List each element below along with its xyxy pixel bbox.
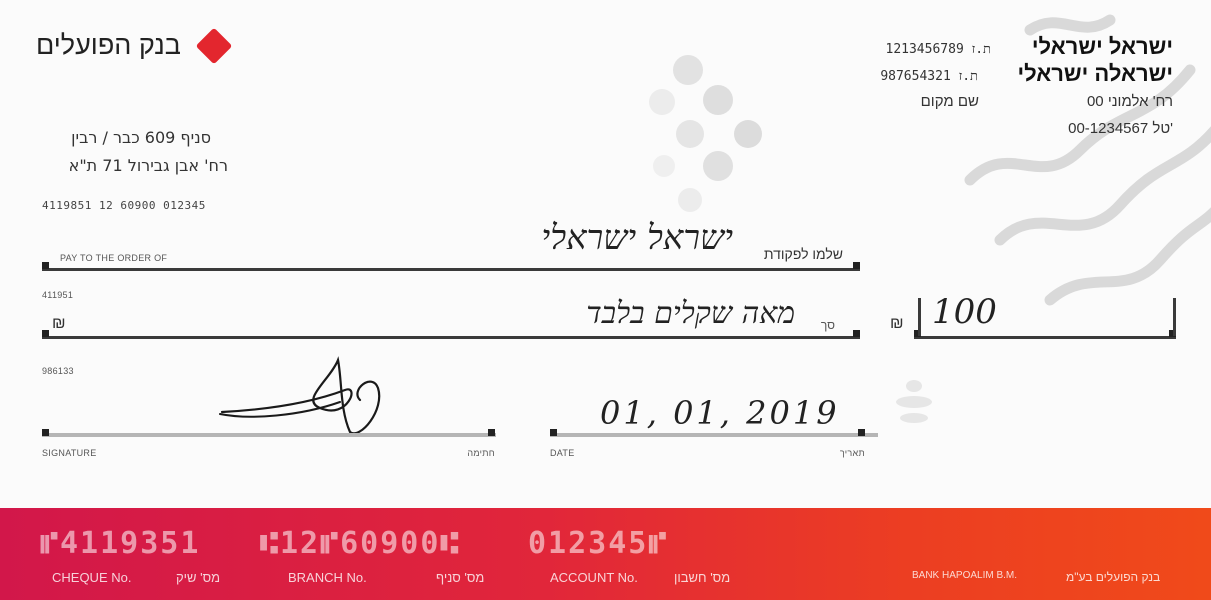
micr-branch-number: ⑆12⑈60900⑆ [260, 526, 461, 561]
amount-number-tick-right [1173, 298, 1176, 336]
owner-id-2 [880, 68, 978, 84]
owner-id-2-value: 987654321 [880, 69, 951, 84]
payee-line-dot-left [42, 262, 49, 269]
branch-label-en: BRANCH No. [288, 570, 367, 585]
branch-label-he: מס' סניף [436, 570, 485, 585]
cheque-label-en: CHEQUE No. [52, 570, 132, 585]
date-label-he: תאריך [839, 448, 865, 458]
date-line [550, 433, 878, 437]
owner-city: שם מקום [920, 93, 979, 110]
amount-words-dot-left [42, 330, 49, 337]
date-dot-right [858, 429, 865, 436]
owner-id-1-label: ת.ז [971, 42, 991, 57]
signature-label-he: חתימה [467, 448, 495, 458]
amount-words-value: מאה שקלים בלבד [586, 296, 795, 331]
footer-band [0, 508, 1211, 600]
payee-line [42, 268, 860, 271]
signature-dot-left [42, 429, 49, 436]
amount-words-label: סך [820, 318, 835, 332]
owner-street: רח' אלמוני 00 [1086, 93, 1173, 110]
payee-line-dot-right [853, 262, 860, 269]
owner-name-2: ישראלה ישראלי [1017, 61, 1173, 86]
date-value: 01, 01, 2019 [600, 394, 840, 432]
owner-name-1: ישראל ישראלי [1031, 34, 1173, 59]
owner-id-1 [886, 41, 992, 57]
owner-phone-value: 00-1234567 [1068, 120, 1149, 137]
amount-ref: 411951 [42, 290, 74, 300]
signature-drawing [210, 350, 410, 440]
bank-name-footer-en: BANK HAPOALIM B.M. [912, 570, 1018, 581]
diamond-logo-icon [196, 27, 233, 64]
micr-cheque-number: ⑈4119351 [40, 526, 201, 561]
bank-logo [36, 30, 227, 61]
decorative-dots [640, 40, 780, 230]
amount-number-line [914, 336, 1176, 339]
account-label-he: מס' חשבון [674, 570, 731, 585]
amount-number-tick [918, 298, 921, 336]
branch-line-2: רח' אבן גבירול 71 ת"א [68, 156, 228, 175]
date-month: 01 [673, 394, 720, 432]
amount-words-dot-right [853, 330, 860, 337]
payee-label-he: שלמו לפקודת [763, 246, 843, 262]
amount-number-value: 100 [932, 292, 997, 332]
micr-account-number: 012345⑈ [528, 526, 669, 561]
owner-phone [1068, 120, 1173, 137]
owner-phone-label: טל' [1152, 120, 1173, 137]
date-year: 2019 [746, 394, 840, 432]
cheque-label-he: מס' שיק [176, 570, 221, 585]
branch-line-1: סניף 609 כבר / רבין [71, 128, 211, 147]
date-dot-left [550, 429, 557, 436]
owner-id-1-value: 1213456789 [885, 42, 964, 57]
decorative-waves [930, 0, 1211, 400]
signature-dot-right [488, 429, 495, 436]
signature-label-en: SIGNATURE [42, 448, 97, 458]
signature-ref: 986133 [42, 366, 74, 376]
payee-value: ישראל ישראלי [541, 218, 733, 258]
account-micro: 4119851 12 60900 012345 [42, 199, 206, 212]
bank-name-footer-he: בנק הפועלים בע"מ [1066, 570, 1161, 584]
amount-number-currency: ₪ [890, 315, 904, 332]
account-label-en: ACCOUNT No. [550, 570, 638, 585]
amount-words-line [42, 336, 860, 339]
amount-words-currency: ₪ [52, 315, 66, 332]
date-label-en: DATE [550, 448, 575, 458]
watermark-icon [892, 372, 936, 430]
signature-line [42, 433, 496, 437]
date-day: 01 [600, 394, 647, 432]
payee-label-en: PAY TO THE ORDER OF [60, 253, 168, 263]
bank-name: בנק הפועלים [36, 30, 181, 60]
owner-id-2-label: ת.ז [958, 69, 978, 84]
